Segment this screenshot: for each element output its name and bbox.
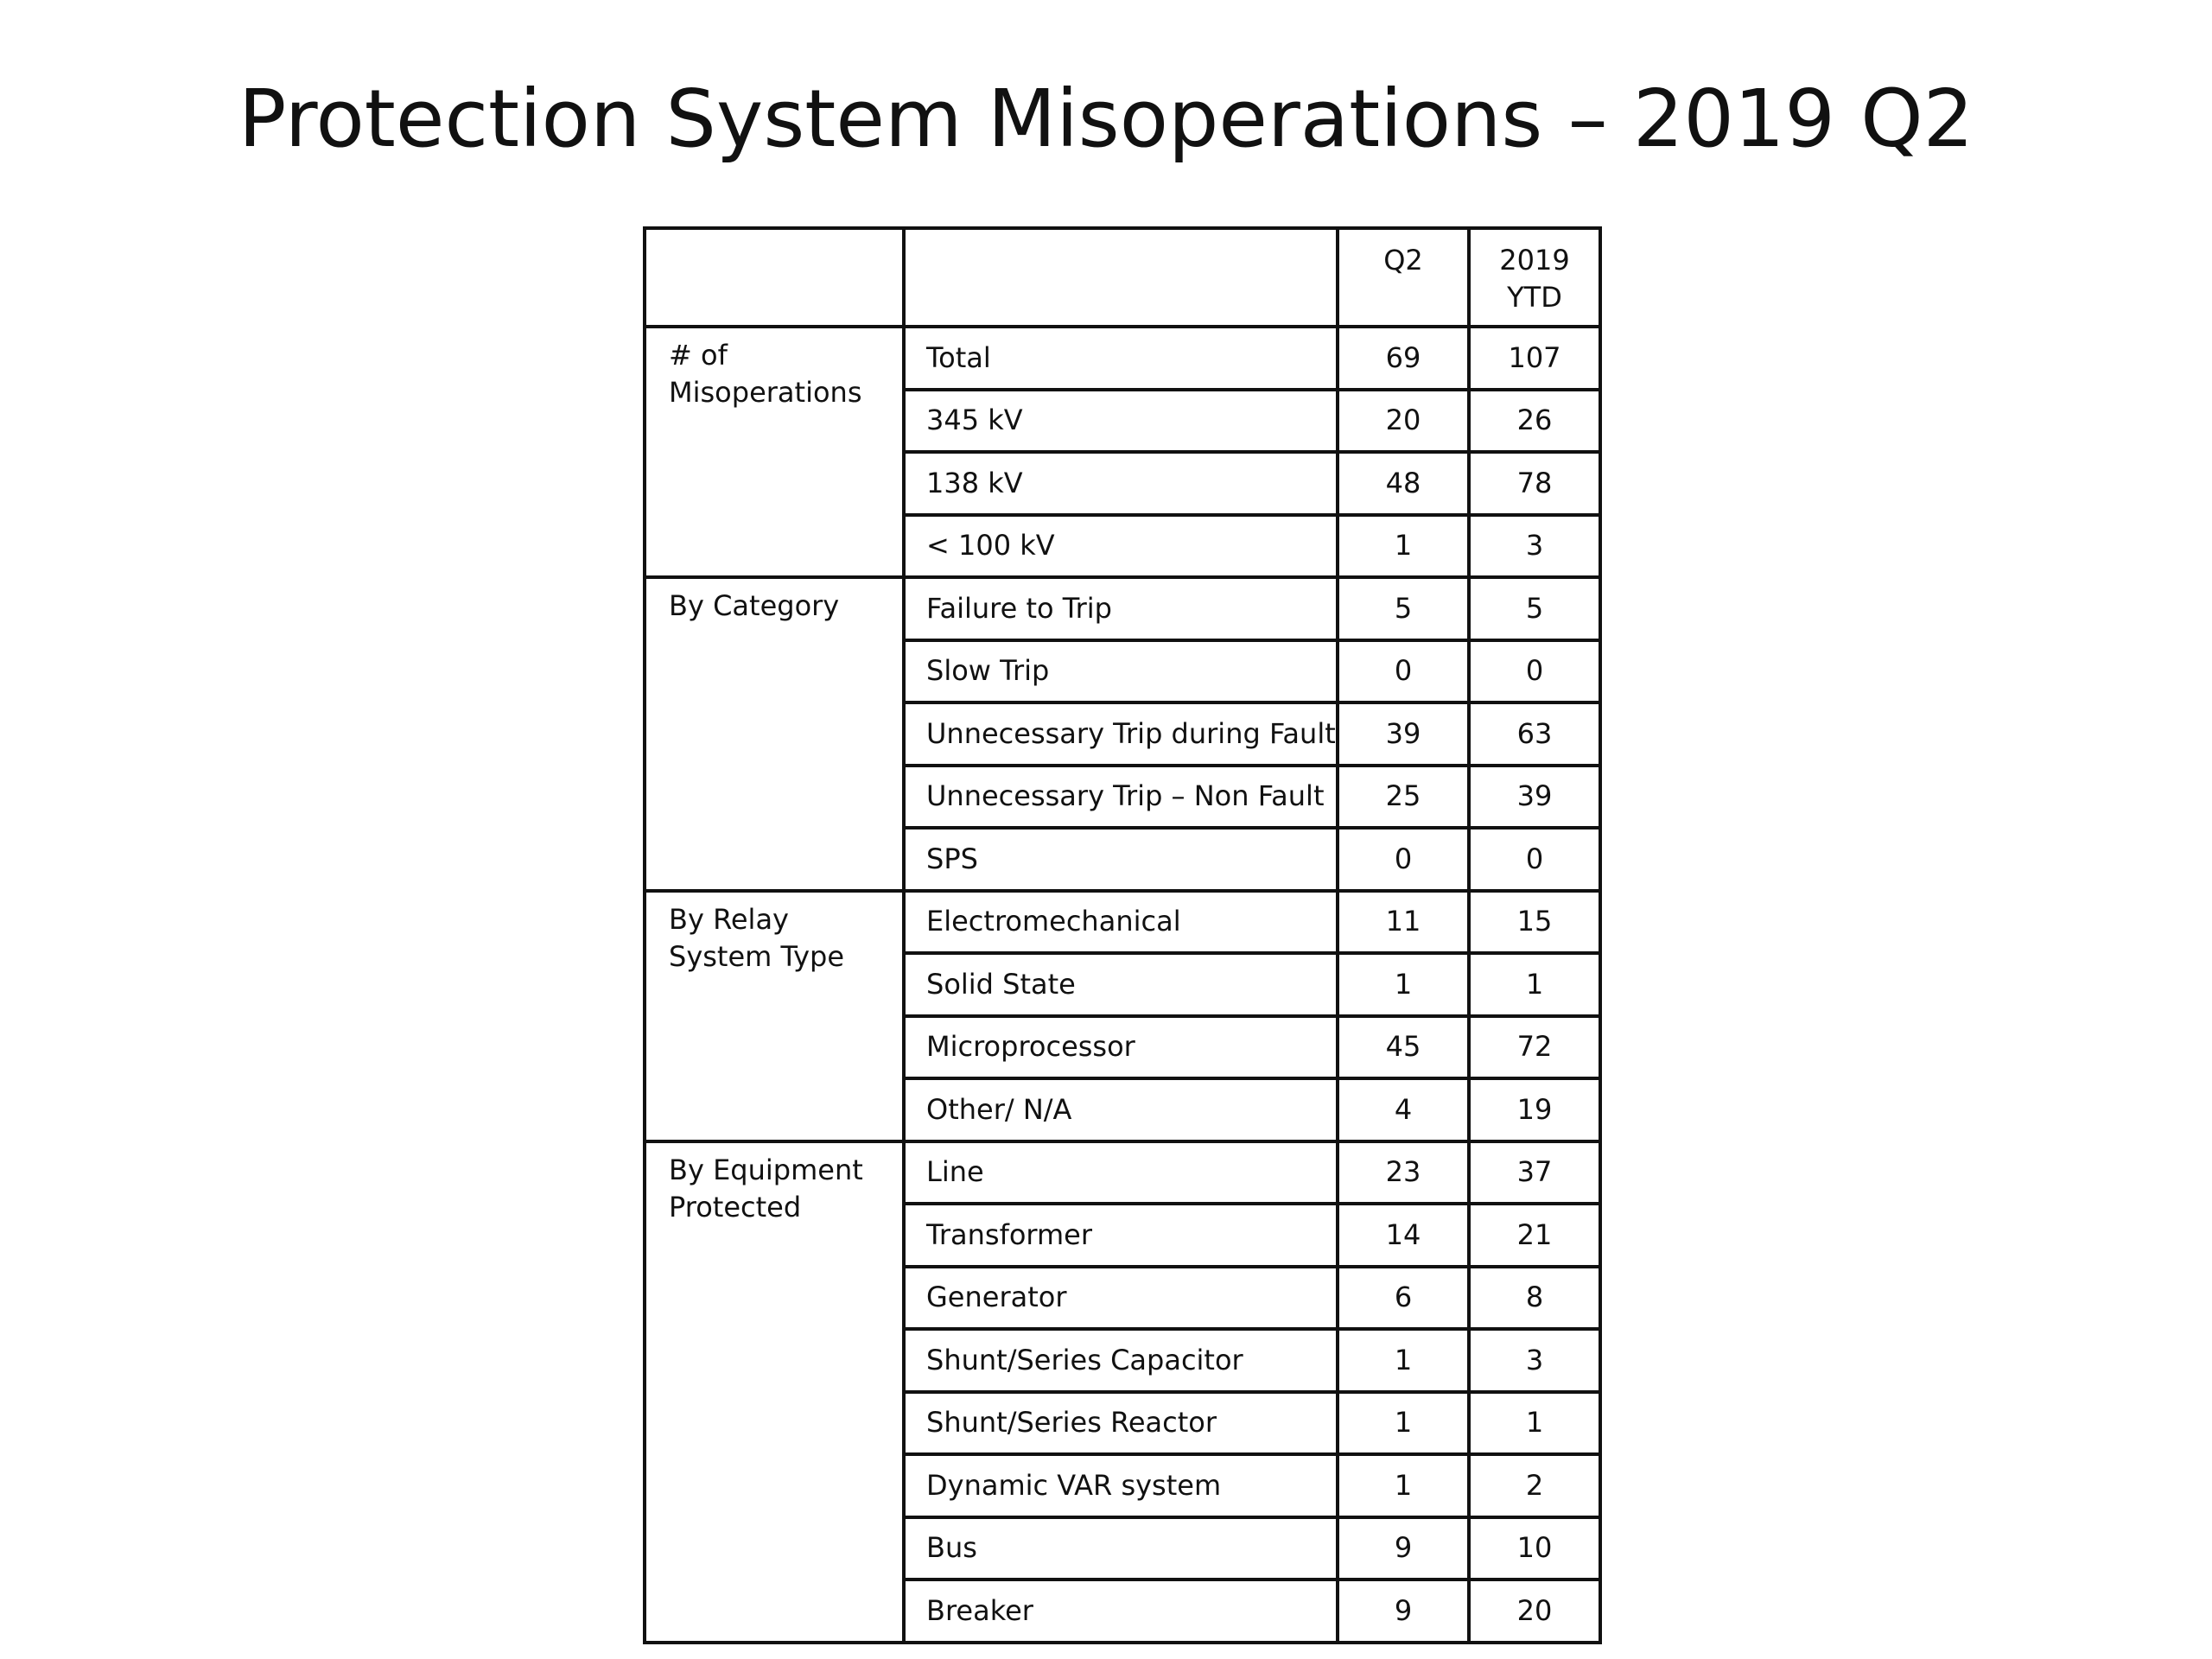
q2-value: 14	[1338, 1204, 1469, 1267]
table-row	[645, 327, 1600, 390]
q2-value: 23	[1338, 1141, 1469, 1205]
ytd-value: 39	[1469, 766, 1600, 829]
row-label: Line	[904, 1141, 1338, 1205]
group-label: By Equipment Protected	[645, 1141, 904, 1643]
row-label: Unnecessary Trip during Fault	[904, 702, 1338, 766]
ytd-value: 63	[1469, 702, 1600, 766]
q2-value: 9	[1338, 1580, 1469, 1643]
ytd-value: 3	[1469, 515, 1600, 578]
header-ytd	[1469, 228, 1600, 327]
q2-value: 9	[1338, 1517, 1469, 1580]
q2-value: 39	[1338, 702, 1469, 766]
q2-value: 4	[1338, 1078, 1469, 1141]
row-label: Solid State	[904, 953, 1338, 1016]
q2-value: 1	[1338, 1392, 1469, 1455]
header-row	[645, 228, 1600, 327]
header-ytd-year: 2019	[1499, 244, 1570, 276]
ytd-value: 3	[1469, 1329, 1600, 1392]
q2-value: 0	[1338, 828, 1469, 891]
q2-value: 11	[1338, 891, 1469, 954]
q2-value: 1	[1338, 953, 1469, 1016]
header-empty-group	[645, 228, 904, 327]
group-label: # of Misoperations	[645, 327, 904, 577]
page-title: Protection System Misoperations – 2019 Q2	[238, 73, 1974, 165]
ytd-value: 2	[1469, 1454, 1600, 1517]
q2-value: 48	[1338, 452, 1469, 515]
q2-value: 45	[1338, 1016, 1469, 1079]
q2-value: 6	[1338, 1267, 1469, 1330]
ytd-value: 1	[1469, 953, 1600, 1016]
row-label: Bus	[904, 1517, 1338, 1580]
row-label: Transformer	[904, 1204, 1338, 1267]
row-label: Other/ N/A	[904, 1078, 1338, 1141]
row-label: Shunt/Series Reactor	[904, 1392, 1338, 1455]
group-label: By Category	[645, 577, 904, 891]
q2-value: 0	[1338, 640, 1469, 703]
q2-value: 20	[1338, 390, 1469, 453]
ytd-value: 1	[1469, 1392, 1600, 1455]
q2-value: 5	[1338, 577, 1469, 640]
row-label: Unnecessary Trip – Non Fault	[904, 766, 1338, 829]
row-label: Microprocessor	[904, 1016, 1338, 1079]
ytd-value: 37	[1469, 1141, 1600, 1205]
q2-value: 69	[1338, 327, 1469, 390]
ytd-value: 72	[1469, 1016, 1600, 1079]
ytd-value: 8	[1469, 1267, 1600, 1330]
row-label: Generator	[904, 1267, 1338, 1330]
ytd-value: 20	[1469, 1580, 1600, 1643]
ytd-value: 21	[1469, 1204, 1600, 1267]
row-label: Failure to Trip	[904, 577, 1338, 640]
table-body	[645, 327, 1600, 1643]
table-row	[645, 1141, 1600, 1205]
ytd-value: 107	[1469, 327, 1600, 390]
misoperations-table	[643, 226, 1602, 1644]
ytd-value: 0	[1469, 828, 1600, 891]
header-q2-label: Q2	[1383, 244, 1423, 276]
row-label: Electromechanical	[904, 891, 1338, 954]
row-label: SPS	[904, 828, 1338, 891]
ytd-value: 0	[1469, 640, 1600, 703]
ytd-value: 19	[1469, 1078, 1600, 1141]
ytd-value: 10	[1469, 1517, 1600, 1580]
ytd-value: 26	[1469, 390, 1600, 453]
row-label: < 100 kV	[904, 515, 1338, 578]
q2-value: 1	[1338, 1329, 1469, 1392]
row-label: Slow Trip	[904, 640, 1338, 703]
row-label: 345 kV	[904, 390, 1338, 453]
q2-value: 1	[1338, 1454, 1469, 1517]
q2-value: 1	[1338, 515, 1469, 578]
row-label: 138 kV	[904, 452, 1338, 515]
group-label: By Relay System Type	[645, 891, 904, 1141]
table-row	[645, 577, 1600, 640]
header-ytd-label: YTD	[1507, 281, 1562, 314]
table-row	[645, 891, 1600, 954]
q2-value: 25	[1338, 766, 1469, 829]
header-empty-label	[904, 228, 1338, 327]
ytd-value: 5	[1469, 577, 1600, 640]
row-label: Breaker	[904, 1580, 1338, 1643]
row-label: Dynamic VAR system	[904, 1454, 1338, 1517]
ytd-value: 78	[1469, 452, 1600, 515]
row-label: Shunt/Series Capacitor	[904, 1329, 1338, 1392]
header-q2	[1338, 228, 1469, 327]
row-label: Total	[904, 327, 1338, 390]
ytd-value: 15	[1469, 891, 1600, 954]
